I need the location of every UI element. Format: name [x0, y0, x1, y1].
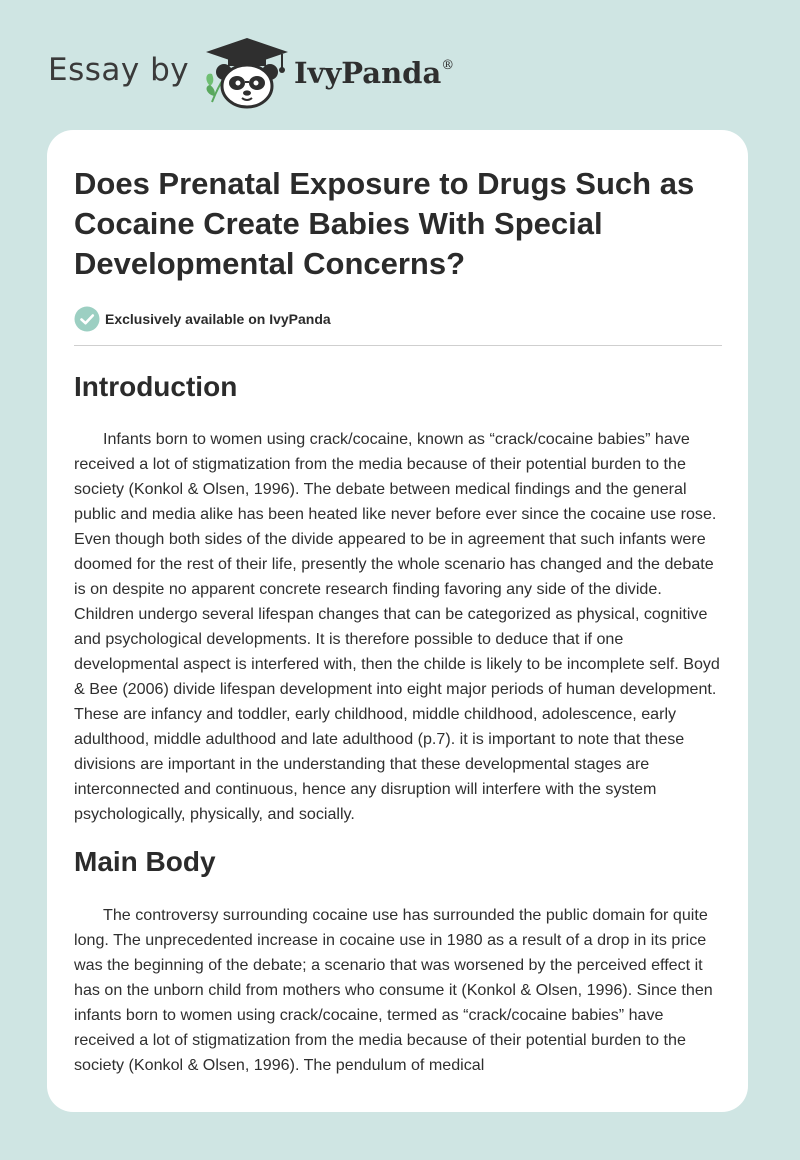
- check-circle-icon: [74, 306, 100, 332]
- exclusive-badge: [74, 306, 331, 332]
- ivypanda-wordmark[interactable]: [294, 56, 454, 90]
- section-heading-main-body: Main Body: [74, 846, 216, 877]
- section-paragraph-main-body: The controversy surrounding cocaine use has surrounded the public domain for quite long. The unprecedented increase in cocaine use in 1980 as a result of a drop in its price was the beginning of the debate; a scenario that was worsened by the perceived effect it has on the unborn child from mothers who consume it (Konkol & Olsen, 1996). Since then infants born to women using crack/cocaine, termed as “crack/cocaine babies” have received a lot of stigmatization from the media because of their potential burden to the society (Konkol & Olsen, 1996). The pendulum of medical: [74, 906, 713, 1074]
- essay-by-label: Essay by: [48, 52, 190, 88]
- essay-title: Does Prenatal Exposure to Drugs Such as Cocaine Create Babies With Special Developmental Concerns?: [74, 166, 695, 281]
- section-heading-introduction: Introduction: [74, 371, 238, 402]
- exclusive-badge-text: Exclusively available on IvyPanda: [105, 311, 331, 327]
- site-header: [0, 0, 800, 130]
- registered-mark: ®: [441, 58, 455, 73]
- section-paragraph-introduction: Infants born to women using crack/cocaine, known as “crack/cocaine babies” have received a lot of stigmatization from the media because of their potential burden to the society (Konkol & Olsen, 1996). The debate between medical findings and the general public and media alike has been heated like never before ever since the cocaine use rose. Even though both sides of the divide appeared to be in agreement that such infants were doomed for the rest of their life, presently the whole scenario has changed and the debate is on despite no apparent concrete research finding favoring any side of the divide. Children undergo several lifespan changes that can be categorized as physical, cognitive and psychological developments. It is therefore possible to deduce that if one developmental aspect is interfered with, then the childe is likely to be incomplete self. Boyd & Bee (2006) divide lifespan development into eight major periods of human development. These are infancy and toddler, early childhood, middle childhood, adolescence, early adulthood, middle adulthood and late adulthood (p.7). it is important to note that these divisions are important in the understanding that these developmental stages are interconnected and continuous, hence any disruption will interfere with the system psychologically, physically, and socially.: [74, 430, 720, 823]
- essay-card: [47, 130, 748, 1112]
- panda-graduate-logo-icon[interactable]: [202, 36, 292, 110]
- title-divider: [74, 345, 722, 346]
- brand-name-text: IvyPanda: [294, 56, 442, 90]
